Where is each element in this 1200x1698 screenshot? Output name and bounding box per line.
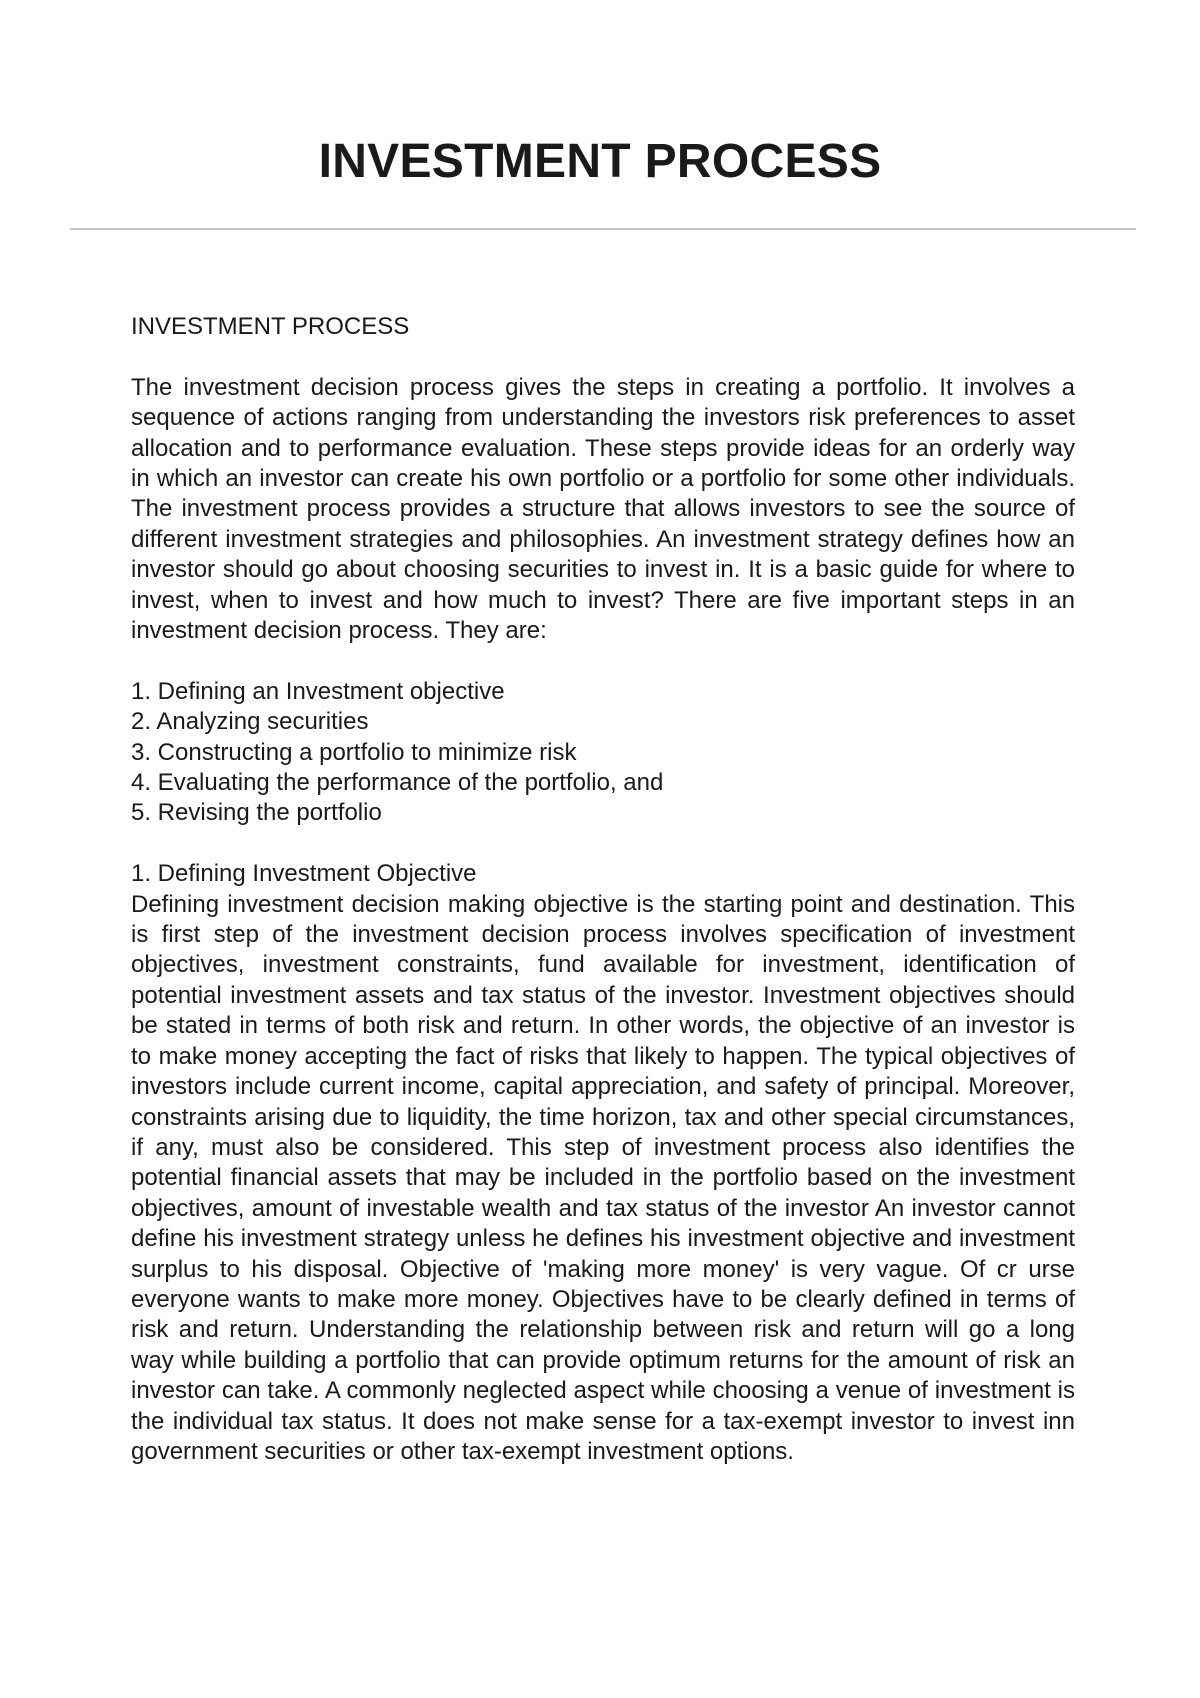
- list-item: 2. Analyzing securities: [131, 708, 369, 736]
- steps-list: [131, 677, 1075, 829]
- list-item: 3. Constructing a portfolio to minimize risk: [131, 738, 577, 766]
- intro-paragraph: The investment decision process gives the steps in creating a portfolio. It involves a sequence of actions ranging from understanding the investors risk preferences to asset allocation and to performance evaluation. These steps provide ideas for an orderly way in which an investor can create his own portfolio or a portfolio for some other individuals. The investment process provides a structure that allows investors to see the source of different investment strategies and philosophies. An investment strategy defines how an investor should go about choosing securities to invest in. It is a basic guide for where to invest, when to invest and how much to invest? There are five important steps in an investment decision process. They are:: [131, 373, 1075, 645]
- subsection-heading: 1. Defining Investment Objective: [131, 860, 477, 888]
- spacer: [131, 342, 1075, 372]
- list-item: 1. Defining an Investment objective: [131, 677, 505, 705]
- page-title: INVESTMENT PROCESS: [318, 135, 882, 188]
- spacer: [131, 829, 1075, 859]
- document-body: [131, 312, 1075, 1467]
- section-heading: INVESTMENT PROCESS: [131, 313, 410, 340]
- title-divider: [70, 228, 1136, 230]
- list-item: 4. Evaluating the performance of the portfolio, and: [131, 769, 664, 797]
- spacer: [131, 646, 1075, 676]
- subsection-paragraph: Defining investment decision making objective is the starting point and destination. This is first step of the investment decision process involves specification of investment objectives, investment constraints, fund available for investment, identification of potential investment assets and tax status of the investor. Investment objectives should be stated in terms of both risk and return. In other words, the objective of an investor is to make money accepting the fact of risks that likely to happen. The typical objectives of investors include current income, capital appreciation, and safety of principal. Moreover, constraints arising due to liquidity, the time horizon, tax and other special circumstances, if any, must also be considered. This step of investment process also identifies the potential financial assets that may be included in the portfolio based on the investment objectives, amount of investable wealth and tax status of the investor An investor cannot define his investment strategy unless he defines his investment objective and investment surplus to his disposal. Objective of 'making more money' is very vague. Of cr urse everyone wants to make more money. Objectives have to be clearly defined in terms of risk and return. Understanding the relationship between risk and return will go a long way while building a portfolio that can provide optimum returns for the amount of risk an investor can take. A commonly neglected aspect while choosing a venue of investment is the individual tax status. It does not make sense for a tax-exempt investor to invest inn government securities or other tax-exempt investment options.: [131, 890, 1075, 1465]
- list-item: 5. Revising the portfolio: [131, 799, 382, 827]
